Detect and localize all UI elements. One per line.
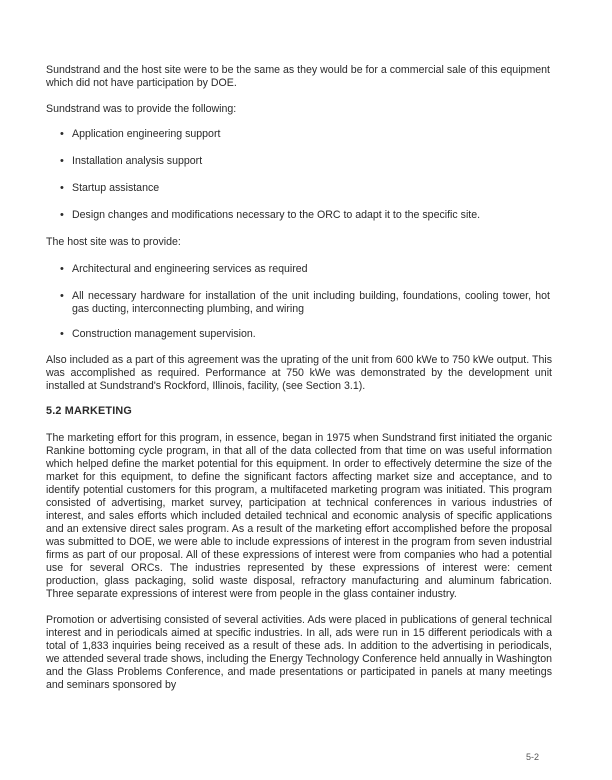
bullet-icon: • [60, 328, 64, 340]
sundstrand-item: • Installation analysis support [60, 155, 203, 167]
bullet-icon: • [60, 263, 64, 275]
sundstrand-item: • Design changes and modifications necessary to the ORC to adapt it to the specific site. [60, 209, 481, 221]
host-item: • Architectural and engineering services as required [60, 263, 308, 275]
bullet-icon: • [60, 209, 64, 221]
sundstrand-item: • Startup assistance [60, 182, 160, 194]
page-number: 5-2 [526, 752, 540, 762]
host-item: • Construction management supervision. [60, 328, 256, 340]
bullet-icon: • [60, 155, 64, 167]
sundstrand-item: • Application engineering support [60, 128, 221, 140]
marketing-paragraph-1: The marketing effort for this program, in essence, began in 1975 when Sundstrand first initiated the organic Rankine bottoming cycle program, in that all of the data collected from that time on was useful information which helped define the market potential for this equipment. In order to effectively determine the size of the market for this equipment, to define the significant factors affecting market size and acceptance, and to identify potential customers for this program, a multifaceted marketing program was initiated. This program consisted of advertising, market survey, participation at technical conferences in various industries of interest, and sales efforts which included detailed technical and economic analysis of specific applications and an extensive direct sales program. As a result of the marketing effort accomplished before the proposal was submitted to DOE, we were able to include expressions of interest in the program from seven industrial firms as part of our proposal. All of these expressions of interest were from companies who had a potential use for several ORCs. The industries represented by these expressions of interest were: cement production, glass packaging, solid waste disposal, refractory manufacturing and aluminum fabrication. Three separate expressions of interest were from people in the glass container industry. [46, 432, 552, 600]
bullet-icon: • [60, 182, 64, 194]
section-heading: 5.2 MARKETING [46, 405, 132, 417]
sundstrand-lead: Sundstrand was to provide the following: [46, 103, 237, 115]
host-item: • All necessary hardware for installation of the unit including building, foundations, cooling tower, hot gas ducting, interconnecting plumbing, and wiring [60, 290, 550, 315]
bullet-icon: • [60, 128, 64, 140]
marketing-paragraph-2: Promotion or advertising consisted of several activities. Ads were placed in publications of general technical interest and in periodicals aimed at specific industries. In all, ads were run in 15 different periodicals with a total of 1,833 inquiries being received as a result of these ads. In addition to the advertising in periodicals, we attended several trade shows, including the Energy Technology Conference held annually in Washington and the Glass Problems Conference, and made presentations or participated in panels at many meetings and seminars sponsored by [46, 614, 552, 691]
host-lead: The host site was to provide: [46, 236, 181, 248]
intro-paragraph: Sundstrand and the host site were to be the same as they would be for a commercial sale of this equipment which did not have participation by DOE. [46, 64, 550, 89]
uprating-paragraph: Also included as a part of this agreement was the uprating of the unit from 600 kWe to 750 kWe output. This was accomplished as required. Performance at 750 kWe was demonstrated by the development unit installed at Sundstrand's Rockford, Illinois, facility, (see Section 3.1). [46, 354, 552, 392]
bullet-icon: • [60, 290, 64, 302]
